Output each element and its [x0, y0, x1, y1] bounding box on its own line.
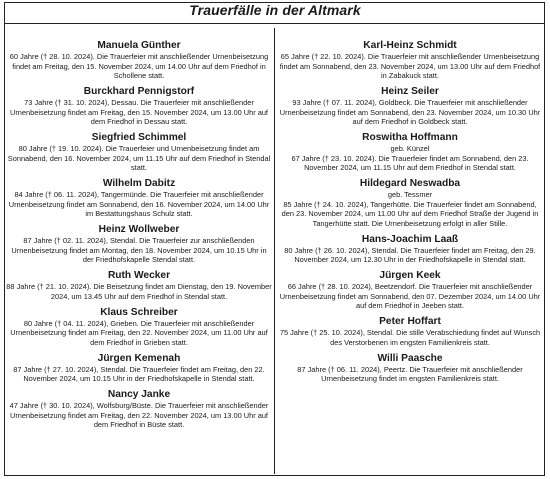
obituary-entry — [278, 269, 542, 311]
obituary-entry — [6, 352, 272, 384]
right-column — [278, 39, 542, 388]
obituary-text: 75 Jahre († 25. 10. 2024), Stendal. Die stille Verabschiedung findet auf Wunsch des Verstorbenen im engsten Familienkreis statt. — [279, 328, 541, 347]
obituary-text: 87 Jahre († 27. 10. 2024), Stendal. Die Trauerfeier findet am Freitag, den 22. November 2024, um 10.15 Uhr in der Friedhofskapelle in Stendal statt. — [13, 364, 265, 383]
deceased-name: Siegfried Schimmel — [91, 132, 187, 143]
title-divider — [4, 23, 545, 24]
obituary-text: 60 Jahre († 28. 10. 2024). Die Trauerfeier mit anschließender Urnenbeisetzung findet am Freitag, den 15. November 2024, um 14.00 Uhr auf dem Friedhof in Schollene statt. — [9, 52, 269, 80]
obituary-entry — [278, 177, 542, 228]
deceased-name: Jürgen Keek — [379, 270, 441, 281]
deceased-name: Ruth Wecker — [107, 270, 171, 281]
deceased-name: Peter Hoffart — [379, 316, 441, 327]
obituary-entry — [6, 223, 272, 265]
deceased-name: Hans-Joachim Laaß — [361, 233, 459, 245]
maiden-name: geb. Tessmer — [387, 190, 433, 199]
deceased-name: Wilhelm Dabitz — [102, 178, 176, 189]
obituary-entry — [6, 269, 272, 301]
deceased-name: Heinz Seiler — [381, 86, 439, 97]
obituary-text: 84 Jahre († 06. 11. 2024), Tangermünde. Die Trauerfeier mit anschließender Urnenbeisetzung findet am Sonnabend, den 16. November 2024, um 14.00 Uhr im Bestattungshaus Schulz statt. — [8, 190, 270, 218]
deceased-name: Willi Paasche — [377, 352, 443, 364]
obituary-text: 85 Jahre († 24. 10. 2024), Tangerhütte. Die Trauerfeier findet am Sonnabend, den 23. November 2024, um 11.00 Uhr auf dem Friedhof Straße der Jugend in Tangerhütte statt. Die Urnenbeisetzung erfolgt in aller Stille. — [281, 199, 539, 228]
obituary-text: 47 Jahre († 30. 10. 2024), Wolfsburg/Büste. Die Trauerfeier mit anschließender Urnenbeisetzung findet am Freitag, den 22. November 2024, um 13.00 Uhr auf dem Friedhof in Büste statt. — [9, 401, 269, 429]
deceased-name: Heinz Wollweber — [98, 224, 180, 235]
obituary-entry — [278, 352, 542, 384]
obituary-entry — [6, 177, 272, 219]
deceased-name: Jürgen Kemenah — [97, 352, 181, 364]
obituary-entry — [278, 85, 542, 127]
obituary-text: 93 Jahre († 07. 11. 2024), Goldbeck. Die Trauerfeier mit anschließender Urnenbeisetzung findet am Sonnabend, den 23. November 2024, um 10.30 Uhr auf dem Friedhof in Goldbeck statt. — [279, 98, 541, 126]
deceased-name: Karl-Heinz Schmidt — [363, 40, 457, 51]
obituary-text: 87 Jahre († 06. 11. 2024), Peertz. Die Trauerfeier mit anschließender Urnenbeisetzung findet im engsten Familienkreis statt. — [297, 364, 523, 383]
obituary-text: 80 Jahre († 04. 11. 2024), Grieben. Die Trauerfeier mit anschließender Urnenbeisetzung findet am Freitag, den 22. November 2024, um 11.00 Uhr auf dem Friedhof in Grieben statt. — [10, 318, 268, 347]
obituary-text: 66 Jahre († 28. 10. 2024), Beetzendorf. Die Trauerfeier mit anschließender Urnenbeisetzung findet am Sonnabend, den 07. Dezember 2024, um 14.00 Uhr auf dem Friedhof in Jeeben statt. — [279, 282, 541, 310]
left-column — [6, 39, 272, 434]
obituary-text: 67 Jahre († 23. 10. 2024). Die Trauerfeier findet am Sonnabend, den 23. November 2024, um 11.15 Uhr auf dem Friedhof in Stendal statt. — [291, 153, 529, 172]
page-title: Trauerfälle in der Altmark — [189, 2, 361, 18]
obituary-text: 80 Jahre († 19. 10. 2024). Die Trauerfeier und Urnenbeisetzung findet am Sonnabend, den 16. November 2024, um 11.15 Uhr auf dem Friedhof in Stendal statt. — [7, 144, 271, 172]
obituary-entry — [278, 315, 542, 347]
obituary-text: 87 Jahre († 02. 11. 2024), Stendal. Die Trauerfeier zur anschließenden Urnenbeisetzung findet am Montag, den 18. November 2024, um 10.15 Uhr in der Friedhofskapelle Stendal statt. — [11, 236, 267, 264]
deceased-name: Manuela Günther — [97, 40, 181, 51]
obituary-text: 88 Jahre († 21. 10. 2024). Die Beisetzung findet am Dienstag, den 19. November 2024, um 13.45 Uhr auf dem Friedhof in Stendal statt. — [6, 282, 272, 301]
obituary-entry — [6, 85, 272, 127]
obituary-entry — [6, 388, 272, 430]
deceased-name: Roswitha Hoffmann — [362, 132, 458, 143]
column-divider — [274, 28, 275, 474]
deceased-name: Burckhard Pennigstorf — [83, 86, 195, 97]
obituary-text: 73 Jahre († 31. 10. 2024), Dessau. Die Trauerfeier mit anschließender Urnenbeisetzung findet am Freitag, den 15. November 2024, um 13.00 Uhr auf dem Friedhof in Dessau statt. — [9, 98, 268, 126]
deceased-name: Hildegard Neswadba — [359, 178, 461, 189]
obituary-text: 65 Jahre († 22. 10. 2024). Die Trauerfeier mit anschließender Urnenbeisetzung findet am Sonnabend, den 23. November 2024, um 13.00 Uhr auf dem Friedhof in Zabakuck statt. — [279, 52, 541, 80]
deceased-name: Nancy Janke — [107, 389, 171, 400]
obituary-entry — [6, 131, 272, 173]
obituary-entry — [278, 233, 542, 265]
obituary-entry — [6, 39, 272, 81]
deceased-name: Klaus Schreiber — [100, 306, 178, 318]
obituary-entry — [6, 306, 272, 348]
maiden-name: geb. Künzel — [390, 144, 430, 153]
obituary-entry — [278, 39, 542, 81]
obituary-entry — [278, 131, 542, 173]
obituary-text: 80 Jahre († 26. 10. 2024), Stendal. Die Trauerfeier findet am Freitag, den 29. November 2024, um 12.30 Uhr in der Friedhofskapelle in Stendal statt. — [284, 245, 536, 264]
